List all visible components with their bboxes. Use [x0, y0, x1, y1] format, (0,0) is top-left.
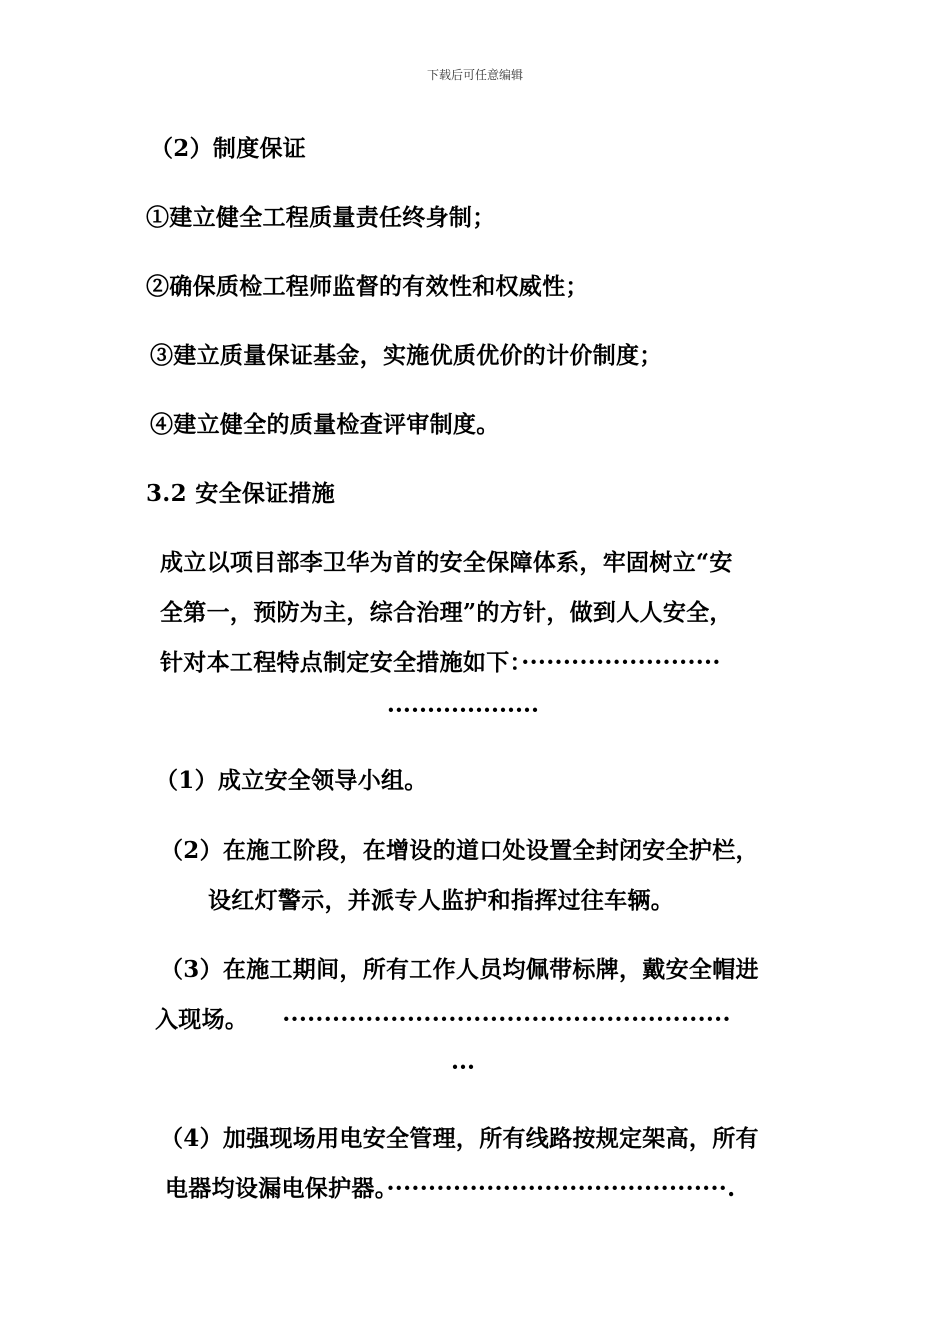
safety-intro-line-1: 成立以项目部李卫华为首的安全保障体系，牢固树立“安: [160, 549, 733, 576]
measure-3-line-2: [155, 1005, 731, 1035]
quality-item-2: ②确保质检工程师监督的有效性和权威性；: [146, 273, 589, 300]
safety-heading: 3.2 安全保证措施: [146, 480, 336, 507]
measure-3-dots: ······················································: [282, 1006, 731, 1033]
measure-3-text: 入现场。: [155, 1006, 249, 1033]
measure-3-line-3: ···: [450, 1054, 476, 1081]
quality-item-3: ③建立质量保证基金，实施优质优价的计价制度；: [150, 342, 663, 369]
safety-intro-line-4: ···················: [386, 697, 540, 724]
quality-item-4: ④建立健全的质量检查评审制度。: [150, 411, 500, 438]
measure-4-line-2: 电器均设漏电保护器。·········································.: [165, 1175, 736, 1202]
quality-item-1: ①建立健全工程质量责任终身制；: [146, 204, 496, 231]
page-header: 下载后可任意编辑: [426, 68, 523, 82]
measure-2-line-2: 设红灯警示，并派专人监护和指挥过往车辆。: [208, 887, 674, 914]
safety-intro-line-3: 针对本工程特点制定安全措施如下：························: [160, 649, 721, 676]
measure-2-line-1: （2）在施工阶段，在增设的道口处设置全封闭安全护栏，: [160, 837, 759, 864]
quality-heading: （2）制度保证: [150, 135, 307, 162]
measure-1: （1）成立安全领导小组。: [155, 767, 428, 794]
safety-intro-line-2: 全第一，预防为主，综合治理”的方针，做到人人安全，: [160, 599, 733, 626]
measure-4-line-1: （4）加强现场用电安全管理，所有线路按规定架高，所有: [160, 1125, 759, 1152]
measure-3-line-1: （3）在施工期间，所有工作人员均佩带标牌，戴安全帽进: [160, 956, 759, 983]
